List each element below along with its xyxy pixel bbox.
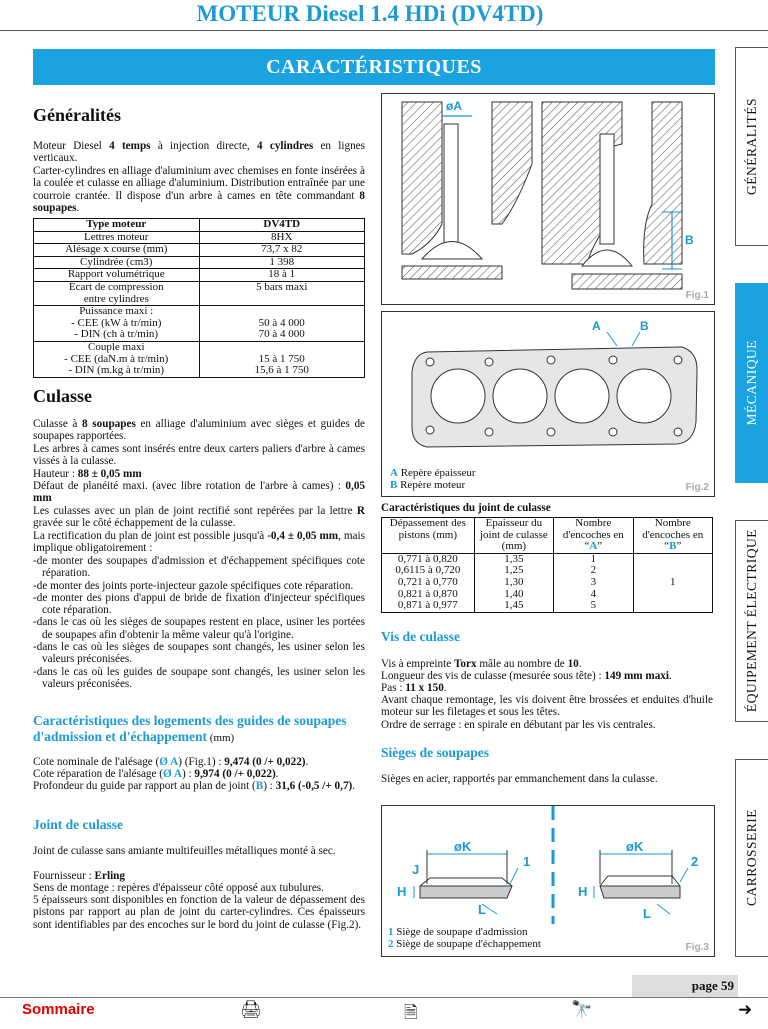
spec-row: Lettres moteur 8HX [34,231,365,244]
culasse-bullet-item: -de monter des pions d'appui de bride de fixation d'injecteur spécifiques cote réparation. [33,591,365,617]
vis-ordre-serrage: Ordre de serrage : en spirale en débutant par les vis centrales. [381,719,656,731]
tab-carrosserie[interactable] [735,759,768,957]
footer-divider [0,997,768,998]
vis-pas: Pas : 11 x 150. [381,682,447,694]
document-icon[interactable]: 🗎 [404,1003,418,1022]
vis-longueur: Longueur des vis de culasse (mesurée sous tête) : 149 mm maxi. [381,670,672,682]
vis-remontage: Avant chaque remontage, les vis doivent être brossées et enduites d'huile moteur sur les filetages et sous les têtes. [381,694,713,719]
culasse-bullets [33,555,365,690]
gasket-row: 0,821 à 0,870 1,40 4 [382,589,713,601]
vis-empreinte: Vis à empreinte Torx mâle au nombre de 10. [381,658,582,670]
tab-label: MÉCANIQUE [744,340,759,426]
heading-generalites: Généralités [33,105,121,125]
joint-epaisseurs: 5 épaisseurs sont disponibles en fonction de la valeur de dépassement des pistons par rapport au plan de joint du carter-cylindres. Ces épaisseurs sont identifiables par des encoches sur le bord du joint de culasse (Fig.2). [33,894,365,931]
cylinder-head-cross-section [382,94,714,304]
tab-equipement-electrique[interactable] [735,520,768,722]
title-divider [0,30,768,31]
joint-fournisseur: Fournisseur : Erling [33,870,125,882]
gasket-row: 0,871 à 0,977 1,45 5 [382,600,713,612]
spec-row: Couple maxi - CEE (daN.m à tr/min) - DIN (m.kg à tr/min) 15 à 1 750 15,6 à 1 750 [34,341,365,377]
sommaire-link[interactable]: Sommaire [22,1001,95,1018]
fig3-label-k1: øK [454,839,472,854]
print-icon[interactable]: 🖨 [240,1000,262,1019]
search-binoculars-icon[interactable]: 🔭 [571,1000,593,1019]
tab-label: CARROSSERIE [744,809,759,907]
fig3-label-k2: øK [626,839,644,854]
culasse-paragraph-r: Les culasses avec un plan de joint rectifié sont repérées par la lettre R gravée sur le côté échappement de la culasse. [33,505,365,530]
fig2-label-b: B [640,319,649,333]
joint-paragraph-1: Joint de culasse sans amiante multifeuilles métalliques monté à sec. [33,845,336,857]
fig2-caption: Fig.2 [685,482,709,493]
generalites-paragraph-1: Moteur Diesel 4 temps à injection directe, 4 cylindres en lignes verticaux. [33,140,366,165]
fig3-label-h1: H [397,884,407,899]
culasse-planeite: Défaut de planéité maxi. (avec libre rotation de l'arbre à cames) : 0,05 mm [33,480,365,505]
guides-cote-reparation: Cote réparation de l'alésage (Ø A) : 9,974 (0 /+ 0,022). [33,768,279,780]
valve-seat-drawing [382,806,714,924]
page-number: page 59 [632,975,738,997]
figure-2 [381,311,715,497]
fig3-label-l1: L [478,902,486,917]
fig3-legend: 1 Siège de soupape d'admission 2 Siège de soupape d'échappement [388,926,541,950]
fig1-label-b: B [685,233,694,247]
fig1-label-a: øA [446,99,462,113]
engine-spec-table: Type moteur DV4TD Lettres moteur 8HX Alésage x course (mm) 73,7 x 82 Cylindrée (cm3) 1 398 Rapport volumétrique 18 à 1 Écart de compression entre cylindres 5 bars maxi Puissance maxi : - CEE (kW à tr/min) - DIN (ch à tr/min) 50 à 4 000 70 à 4 000 Couple maxi - CEE (daN.m à tr/min) - DIN (m.kg à tr/min) 15 à 1 750 15,6 à 1 750 [33,218,365,378]
spec-row: Puissance maxi : - CEE (kW à tr/min) - DIN (ch à tr/min) 50 à 4 000 70 à 4 000 [34,306,365,342]
fig3-label-j: J [412,862,420,877]
culasse-bullet-item: -de monter des joints porte-injecteur gazole spécifiques cote réparation. [33,579,354,592]
fig3-label-l2: L [643,906,651,921]
generalites-paragraph-2: Carter-cylindres en alliage d'aluminium avec chemises en fonte insérées à la coulée et culasse en alliage d'aluminium. Distribution entraînée par une courroie crantée. Il dispose d'un arbre à cames en tête commandant 8 soupapes. [33,165,365,214]
guides-profondeur: Profondeur du guide par rapport au plan de joint (B) : 31,6 (-0,5 /+ 0,7). [33,780,356,792]
culasse-hauteur: Hauteur : 88 ± 0,05 mm [33,468,142,480]
culasse-bullet-item: -de monter des soupapes d'admission et d'échappement spécifiques cote réparation. [33,555,365,580]
tab-mecanique[interactable] [735,283,768,483]
fig3-label-1: 1 [523,854,531,869]
tab-label: GÉNÉRALITÉS [744,98,759,195]
culasse-bullet-item: -dans le cas où les sièges de soupapes restent en place, usiner les portées de soupapes afin d'obtenir la même valeur qu'à l'origine. [33,616,365,641]
head-gasket-table: Dépassement des pistons (mm) Épaisseur du joint de culasse (mm) Nombre d'encoches en “A” Nombre d'encoches en “B” 0,771 à 0,820 1,35 1 1 0,6115 à 0,720 1,25 2 0,721 à 0,770 1,30 3 0,821 à 0,870 1,40 4 0,871 à 0,977 1,45 5 [381,517,713,613]
fig3-caption: Fig.3 [685,942,709,953]
culasse-rectification: La rectification du plan de joint est possible jusqu'à -0,4 ± 0,05 mm, mais implique obligatoirement : [33,530,365,555]
culasse-bullet-item: -dans le cas où les sièges de soupapes sont changés, les usiner selon les valeurs préconisées. [33,641,365,666]
gasket-row: 0,6115 à 0,720 1,25 2 [382,565,713,577]
next-page-arrow-icon[interactable]: ➜ [738,1000,753,1019]
heading-vis-culasse: Vis de culasse [381,629,461,644]
guides-cote-nominale: Cote nominale de l'alésage (Ø A) (Fig.1) : 9,474 (0 /+ 0,022). [33,756,309,768]
fig2-legend: A Repère épaisseur B Repère moteur [390,467,476,491]
culasse-paragraph-1: Culasse à 8 soupapes en alliage d'aluminium avec sièges et guides de soupapes rapportées. [33,418,366,443]
gasket-row: 0,721 à 0,770 1,30 3 [382,577,713,589]
fig1-caption: Fig.1 [685,290,709,301]
page-title: MOTEUR Diesel 1.4 HDi (DV4TD) [196,1,544,26]
sieges-paragraph: Sièges en acier, rapportés par emmanchement dans la culasse. [381,773,658,785]
spec-row: Cylindrée (cm3) 1 398 [34,256,365,269]
heading-guides: Caractéristiques des logements des guides de soupapes d'admission et d'échappement (mm) [33,713,347,744]
head-gasket-drawing [382,312,714,462]
heading-joint-culasse: Joint de culasse [33,817,124,832]
figure-1 [381,93,715,305]
culasse-bullet-item: -dans le cas où les guides de soupape sont changés, les usiner selon les valeurs préconisées. [33,665,365,690]
heading-culasse: Culasse [33,386,93,406]
section-heading: CARACTÉRISTIQUES [33,49,715,85]
fig3-label-h2: H [578,884,588,899]
fig3-label-2: 2 [691,854,699,869]
gasket-row: 0,771 à 0,820 1,35 1 1 [382,553,713,565]
spec-row: Alésage x course (mm) 73,7 x 82 [34,244,365,257]
figure-3 [381,805,715,957]
joint-table-caption: Caractéristiques du joint de culasse [381,502,551,514]
fig2-label-a: A [592,319,601,333]
joint-sens-montage: Sens de montage : repères d'épaisseur côté opposé aux tubulures. [33,882,324,894]
tab-label: ÉQUIPEMENT ÉLECTRIQUE [744,529,759,713]
heading-sieges: Sièges de soupapes [381,745,490,760]
culasse-paragraph-2: Les arbres à cames sont insérés entre deux carters paliers d'arbre à cames vissés à la culasse. [33,443,365,468]
spec-row: Rapport volumétrique 18 à 1 [34,269,365,282]
spec-row: Écart de compression entre cylindres 5 bars maxi [34,281,365,305]
tab-generalites[interactable] [735,47,768,246]
